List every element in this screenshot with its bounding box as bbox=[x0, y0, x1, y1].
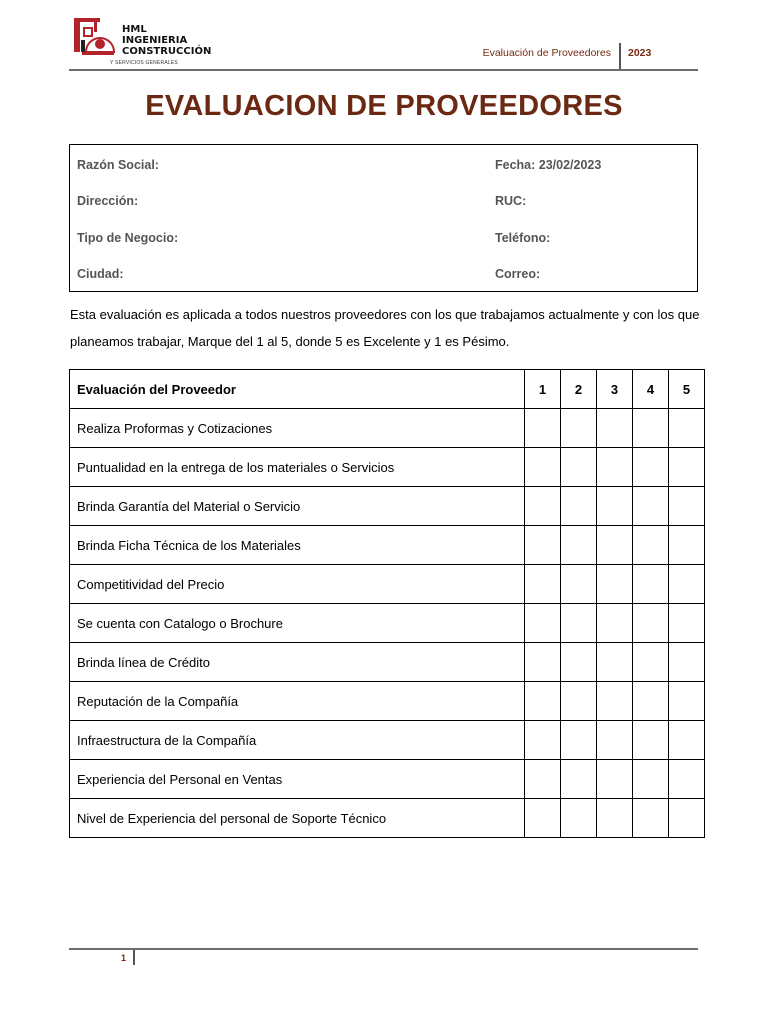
score-cell-4[interactable] bbox=[633, 760, 669, 799]
score-cell-1[interactable] bbox=[525, 565, 561, 604]
score-cell-4[interactable] bbox=[633, 409, 669, 448]
footer-divider bbox=[133, 950, 135, 965]
logo-line-1: HML bbox=[122, 24, 147, 35]
score-cell-3[interactable] bbox=[597, 526, 633, 565]
score-header-3: 3 bbox=[597, 370, 633, 409]
score-cell-3[interactable] bbox=[597, 604, 633, 643]
score-cell-2[interactable] bbox=[561, 565, 597, 604]
supplier-info-box bbox=[69, 144, 698, 292]
score-cell-2[interactable] bbox=[561, 721, 597, 760]
score-cell-5[interactable] bbox=[669, 487, 705, 526]
criteria-label: Experiencia del Personal en Ventas bbox=[70, 760, 525, 799]
criteria-label: Se cuenta con Catalogo o Brochure bbox=[70, 604, 525, 643]
criteria-label: Brinda línea de Crédito bbox=[70, 643, 525, 682]
header-title: Evaluación de Proveedores bbox=[482, 47, 611, 59]
logo-subtitle: Y SERVICIOS GENERALES bbox=[110, 60, 178, 66]
score-cell-1[interactable] bbox=[525, 487, 561, 526]
score-cell-5[interactable] bbox=[669, 643, 705, 682]
table-header-row bbox=[70, 370, 705, 409]
score-cell-2[interactable] bbox=[561, 448, 597, 487]
criteria-label: Nivel de Experiencia del personal de Soporte Técnico bbox=[70, 799, 525, 838]
score-cell-4[interactable] bbox=[633, 643, 669, 682]
score-cell-4[interactable] bbox=[633, 487, 669, 526]
score-cell-3[interactable] bbox=[597, 409, 633, 448]
score-cell-3[interactable] bbox=[597, 682, 633, 721]
table-row bbox=[70, 565, 705, 604]
score-cell-4[interactable] bbox=[633, 799, 669, 838]
correo-field[interactable]: Correo: bbox=[495, 267, 541, 281]
score-cell-2[interactable] bbox=[561, 604, 597, 643]
table-row bbox=[70, 721, 705, 760]
telefono-field[interactable]: Teléfono: bbox=[495, 231, 551, 245]
score-cell-1[interactable] bbox=[525, 643, 561, 682]
logo-line-2: INGENIERIA bbox=[122, 35, 188, 46]
table-row bbox=[70, 526, 705, 565]
score-cell-2[interactable] bbox=[561, 409, 597, 448]
score-cell-4[interactable] bbox=[633, 565, 669, 604]
table-row bbox=[70, 487, 705, 526]
score-cell-3[interactable] bbox=[597, 487, 633, 526]
score-cell-2[interactable] bbox=[561, 799, 597, 838]
table-row bbox=[70, 448, 705, 487]
score-cell-2[interactable] bbox=[561, 682, 597, 721]
footer-rule bbox=[69, 948, 698, 950]
table-row bbox=[70, 682, 705, 721]
score-cell-4[interactable] bbox=[633, 448, 669, 487]
ruc-field[interactable]: RUC: bbox=[495, 194, 527, 208]
score-cell-5[interactable] bbox=[669, 799, 705, 838]
score-cell-5[interactable] bbox=[669, 409, 705, 448]
score-cell-3[interactable] bbox=[597, 721, 633, 760]
score-cell-5[interactable] bbox=[669, 604, 705, 643]
score-cell-2[interactable] bbox=[561, 487, 597, 526]
building-crane-logo-icon bbox=[72, 14, 116, 58]
header-divider bbox=[619, 43, 621, 69]
score-header-4: 4 bbox=[633, 370, 669, 409]
criteria-label: Realiza Proformas y Cotizaciones bbox=[70, 409, 525, 448]
header-rule bbox=[69, 69, 698, 71]
score-cell-1[interactable] bbox=[525, 799, 561, 838]
score-cell-1[interactable] bbox=[525, 682, 561, 721]
criteria-label: Reputación de la Compañía bbox=[70, 682, 525, 721]
score-cell-5[interactable] bbox=[669, 448, 705, 487]
score-cell-1[interactable] bbox=[525, 409, 561, 448]
score-header-2: 2 bbox=[561, 370, 597, 409]
table-row bbox=[70, 799, 705, 838]
tipo-negocio-field[interactable]: Tipo de Negocio: bbox=[77, 231, 179, 245]
score-cell-1[interactable] bbox=[525, 721, 561, 760]
score-cell-4[interactable] bbox=[633, 604, 669, 643]
page-title: EVALUACION DE PROVEEDORES bbox=[145, 90, 623, 122]
score-cell-1[interactable] bbox=[525, 526, 561, 565]
criteria-label: Brinda Garantía del Material o Servicio bbox=[70, 487, 525, 526]
ciudad-field[interactable]: Ciudad: bbox=[77, 267, 124, 281]
score-cell-3[interactable] bbox=[597, 565, 633, 604]
criteria-label: Infraestructura de la Compañía bbox=[70, 721, 525, 760]
score-cell-5[interactable] bbox=[669, 682, 705, 721]
score-cell-5[interactable] bbox=[669, 565, 705, 604]
score-cell-3[interactable] bbox=[597, 799, 633, 838]
fecha-field[interactable]: Fecha: 23/02/2023 bbox=[495, 158, 602, 172]
criteria-label: Competitividad del Precio bbox=[70, 565, 525, 604]
score-cell-3[interactable] bbox=[597, 760, 633, 799]
direccion-field[interactable]: Dirección: bbox=[77, 194, 139, 208]
score-cell-5[interactable] bbox=[669, 526, 705, 565]
score-cell-2[interactable] bbox=[561, 643, 597, 682]
criteria-header: Evaluación del Proveedor bbox=[70, 370, 525, 409]
score-cell-3[interactable] bbox=[597, 448, 633, 487]
score-cell-4[interactable] bbox=[633, 526, 669, 565]
score-cell-1[interactable] bbox=[525, 760, 561, 799]
logo-line-3: CONSTRUCCIÓN bbox=[122, 46, 212, 57]
criteria-label: Puntualidad en la entrega de los materiales o Servicios bbox=[70, 448, 525, 487]
score-cell-1[interactable] bbox=[525, 604, 561, 643]
score-cell-2[interactable] bbox=[561, 526, 597, 565]
evaluation-table bbox=[69, 369, 705, 838]
company-logo bbox=[72, 14, 222, 68]
table-row bbox=[70, 409, 705, 448]
criteria-label: Brinda Ficha Técnica de los Materiales bbox=[70, 526, 525, 565]
score-header-1: 1 bbox=[525, 370, 561, 409]
score-header-5: 5 bbox=[669, 370, 705, 409]
table-row bbox=[70, 643, 705, 682]
intro-paragraph: Esta evaluación es aplicada a todos nuestros proveedores con los que trabajamos actualmente y con los que planeamos trabajar, Marque del 1 al 5, donde 5 es Excelente y 1 es Pésimo. bbox=[70, 307, 700, 349]
score-cell-3[interactable] bbox=[597, 643, 633, 682]
logo-wordmark bbox=[122, 24, 211, 57]
table-row bbox=[70, 604, 705, 643]
score-cell-1[interactable] bbox=[525, 448, 561, 487]
score-cell-5[interactable] bbox=[669, 760, 705, 799]
score-cell-4[interactable] bbox=[633, 682, 669, 721]
score-cell-5[interactable] bbox=[669, 721, 705, 760]
header-year: 2023 bbox=[628, 47, 652, 59]
table-row bbox=[70, 760, 705, 799]
page-number: 1 bbox=[121, 953, 127, 963]
score-cell-2[interactable] bbox=[561, 760, 597, 799]
razon-social-field[interactable]: Razón Social: bbox=[77, 158, 159, 172]
score-cell-4[interactable] bbox=[633, 721, 669, 760]
